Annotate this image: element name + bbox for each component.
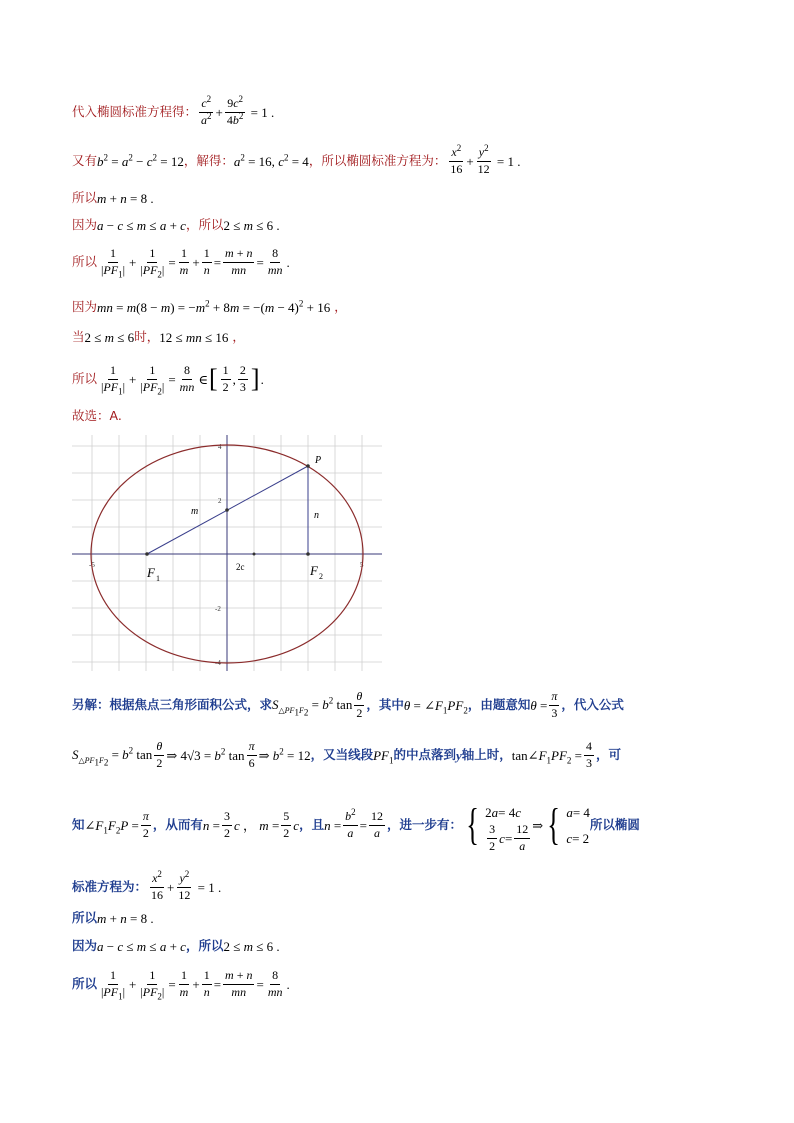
alt-line-5: 所以 m + n = 8 . bbox=[72, 910, 154, 926]
label-f2: F bbox=[310, 563, 318, 578]
alt-line-1-text-c: ，由题意知 bbox=[467, 697, 531, 713]
line-sum-text: 所以 bbox=[72, 190, 98, 206]
alt-line-3-text-d: ，进一步有： bbox=[387, 816, 463, 832]
alt-line-2-text-b: 的中点落到 bbox=[393, 747, 456, 763]
line-solve: 又有 $b^2 = a^2 - c^2 = 12$ ，解得： $a^2 = 16$, $c^2 = 4$ ，所以椭圆标准方程为： $\frac{x^2}{16}$ + $\frac{y^2}{12}$ = 1 . bbox=[72, 143, 521, 176]
x-tick-label: -5 bbox=[89, 561, 95, 569]
line-substitute: 代入椭圆标准方程得： $\frac{c^2}{a^2}$ + $\frac{9c^2}{4b^2}$ = 1 . bbox=[72, 94, 275, 127]
alt-line-1-text-a: 另解：根据焦点三角形面积公式，求 bbox=[72, 697, 273, 713]
alt-line-3-text-a: 知 bbox=[72, 816, 85, 832]
alt-line-6-text-a: 因为 bbox=[72, 938, 98, 954]
label-2c: 2c bbox=[236, 562, 245, 572]
focus-f1-point bbox=[145, 552, 149, 556]
line-sum: 所以 m + n = 8 . bbox=[72, 190, 154, 206]
line-solve-text-a: 又有 bbox=[72, 153, 98, 169]
line-reciprocal-text: 所以 bbox=[72, 254, 98, 270]
midpoint bbox=[225, 508, 229, 512]
alt-line-2-text-a: ，又当线段 bbox=[310, 747, 374, 763]
y-tick-label: -2 bbox=[215, 605, 221, 613]
line-range-text-a: 因为 bbox=[72, 217, 98, 233]
alt-line-3-text-c: ，且 bbox=[299, 816, 325, 832]
line-when-text-b: 时， bbox=[134, 329, 160, 345]
y-tick-label: 2 bbox=[218, 497, 222, 505]
alt-line-5-text: 所以 bbox=[72, 910, 98, 926]
focus-f2-point bbox=[306, 552, 310, 556]
alt-line-4-text: 标准方程为： bbox=[72, 879, 148, 895]
line-reciprocal: 所以 $\frac{1}{|PF_1|}$ + $\frac{1}{|PF_2|}$ = $\frac{1}{m}$ + $\frac{1}{n}$ = $\frac{m + n}{mn}$ = $\frac{8}{mn}$ . bbox=[72, 246, 290, 280]
line-solve-text-c: ，所以椭圆标准方程为： bbox=[308, 153, 447, 169]
line-when-text-a: 当 bbox=[72, 329, 85, 345]
alt-line-1: 另解：根据焦点三角形面积公式，求 $S_{\triangle PF_1F_2} = b^2$ tan $\frac{\theta}{2}$ ，其中 $\theta = \angle F_1PF_2$ ，由题意知 θ = $\frac{\pi}{3}$ ，代入公式 bbox=[72, 689, 624, 720]
alt-line-3: 知 $\angle F_1F_2P$ = $\frac{\pi}{2}$ ，从而有 n = $\frac{3}{2}$ c ， m = $\frac{5}{2}$ c ，且 n = $\frac{b^2}{a}$ = $\frac{12}{a}$ ，进一步有： { 2 a = 4 c $\frac{3}{2}$ c = $\frac{12}{a}$ ⇒ { a = 4 c = 2 所以椭圆 bbox=[72, 800, 640, 853]
alt-line-7: 所以 $\frac{1}{|PF_1|}$ + $\frac{1}{|PF_2|}$ = $\frac{1}{m}$ + $\frac{1}{n}$ = $\frac{m + n}{mn}$ = $\frac{8}{mn}$ . bbox=[72, 968, 290, 1002]
alt-line-2-text-c: 轴上时， bbox=[461, 747, 512, 763]
point-p bbox=[306, 464, 310, 468]
alt-line-2-text-d: ，可 bbox=[596, 747, 622, 763]
alt-line-7-text: 所以 bbox=[72, 976, 98, 992]
line-range-text-b: ，所以 bbox=[185, 217, 224, 233]
alt-line-3-text-b: ，从而有 bbox=[152, 816, 203, 832]
label-m: m bbox=[191, 506, 199, 517]
alt-line-2: $S_{\triangle PF_1F_2} = b^2$ tan $\frac{\theta}{2}$ ⇒ $4√3 = b^2$ tan $\frac{\pi}{6}$ ⇒ $b^2 = 12$ ，又当线段 $PF_1$ 的中点落到 y 轴上时， $\tan\angle F_1PF_2$ = $\frac{4}{3}$ ，可 bbox=[72, 739, 622, 770]
label-f1-subscript: 1 bbox=[156, 574, 160, 583]
ellipse-figure bbox=[72, 435, 382, 671]
y-tick-label: 4 bbox=[218, 443, 222, 451]
line-solve-text-b: ，解得： bbox=[183, 153, 234, 169]
alt-line-3-text-e: 所以椭圆 bbox=[589, 816, 640, 832]
alt-line-4: 标准方程为： $\frac{x^2}{16}$ + $\frac{y^2}{12}$ = 1 . bbox=[72, 869, 222, 902]
alt-line-6: 因为 a − c ≤ m ≤ a + c ，所以 2 ≤ m ≤ 6 . bbox=[72, 938, 280, 954]
line-result-text: 所以 bbox=[72, 371, 98, 387]
line-product: 因为 mn = $m(8 - m) = -m^2 + 8m = -(m - 4)^2 + 16$ ， bbox=[72, 298, 347, 315]
axis-dot bbox=[253, 553, 256, 556]
alt-line-6-text-b: ，所以 bbox=[185, 938, 224, 954]
label-f1: F bbox=[147, 565, 155, 580]
line-product-text: 因为 bbox=[72, 299, 98, 315]
label-n: n bbox=[314, 510, 319, 521]
line-when: 当 2 ≤ m ≤ 6 时， 12 ≤ mn ≤ 16 ， bbox=[72, 329, 245, 345]
line-range: 因为 a − c ≤ m ≤ a + c ，所以 2 ≤ m ≤ 6 . bbox=[72, 217, 280, 233]
alt-line-1-text-b: ，其中 bbox=[366, 697, 404, 713]
x-tick-label: 5 bbox=[360, 561, 364, 569]
answer-text: 故选：A. bbox=[72, 408, 122, 423]
label-f2-subscript: 2 bbox=[319, 572, 323, 581]
line-substitute-label: 代入椭圆标准方程得： bbox=[72, 104, 198, 120]
answer-line bbox=[72, 410, 122, 423]
line-result: 所以 $\frac{1}{|PF_1|}$ + $\frac{1}{|PF_2|}$ = $\frac{8}{mn}$ ∈ [ $\frac{1}{2}$ , $\frac{2}{3}$ ] . bbox=[72, 363, 264, 397]
y-tick-label: -4 bbox=[215, 659, 221, 667]
alt-line-1-text-d: ，代入公式 bbox=[561, 697, 624, 713]
label-p: P bbox=[315, 455, 322, 466]
